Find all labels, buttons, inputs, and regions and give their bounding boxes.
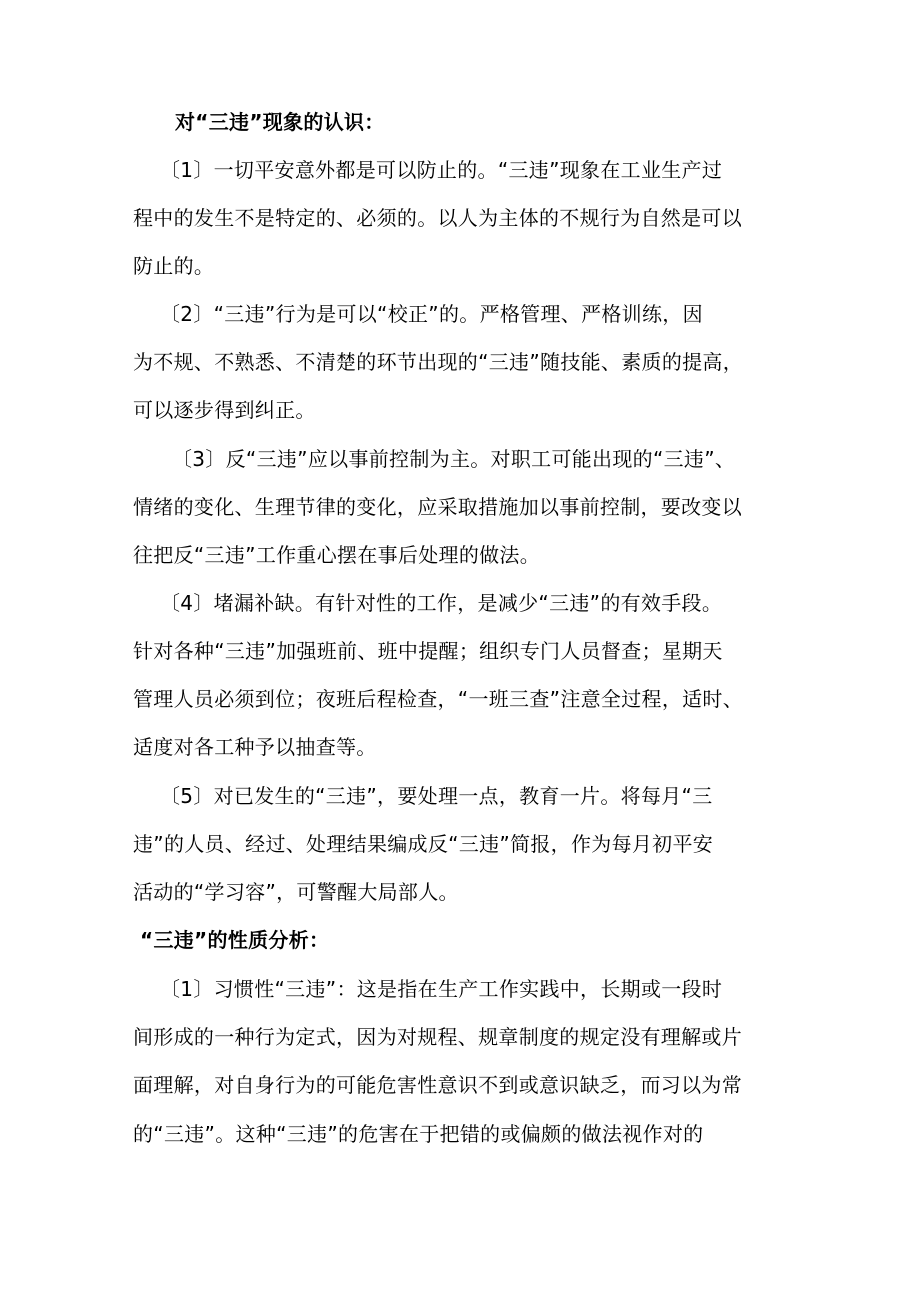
paragraph-4-line-3: 管理人员必须到位；夜班后程检查，“一班三查”注意全过程，适时、 [133, 687, 744, 711]
paragraph-6-line-4: 的“三违”。这种“三违”的危害在于把错的或偏颇的做法视作对的 [133, 1122, 704, 1146]
paragraph-3-line-3: 往把反“三违”工作重心摆在事后处理的做法。 [133, 543, 541, 567]
paragraph-2-line-3: 可以逐步得到纠正。 [133, 398, 316, 422]
heading-nature-analysis: “三违”的性质分析： [140, 928, 330, 952]
paragraph-3-line-1: 〔3〕反“三违”应以事前控制为主。对职工可能出现的“三违”、 [172, 447, 736, 471]
paragraph-5-line-3: 活动的“学习容”，可警醒大局部人。 [133, 880, 459, 904]
paragraph-1-line-2: 程中的发生不是特定的、必须的。以人为主体的不规行为自然是可以 [133, 206, 742, 230]
paragraph-5-line-2: 违”的人员、经过、处理结果编成反“三违”简报，作为每月初平安 [133, 832, 714, 856]
paragraph-4-line-4: 适度对各工种予以抽查等。 [133, 735, 377, 759]
paragraph-1-line-3: 防止的。 [133, 254, 215, 278]
paragraph-3-line-2: 情绪的变化、生理节律的变化，应采取措施加以事前控制，要改变以 [133, 495, 742, 519]
paragraph-2-line-1: 〔2〕“三违”行为是可以“校正”的。严格管理、严格训练，因 [160, 302, 703, 326]
paragraph-6-line-1: 〔1〕习惯性“三违”：这是指在生产工作实践中，长期或一段时 [160, 977, 723, 1001]
paragraph-4-line-2: 针对各种“三违”加强班前、班中提醒；组织专门人员督查；星期天 [133, 639, 723, 663]
paragraph-4-line-1: 〔4〕堵漏补缺。有针对性的工作，是减少“三违”的有效手段。 [160, 591, 723, 615]
paragraph-6-line-2: 间形成的一种行为定式，因为对规程、规章制度的规定没有理解或片 [133, 1025, 742, 1049]
heading-understanding: 对“三违”现象的认识： [175, 110, 385, 134]
paragraph-6-line-3: 面理解，对自身行为的可能危害性意识不到或意识缺乏，而习以为常 [133, 1073, 742, 1097]
paragraph-1-line-1: 〔1〕一切平安意外都是可以防止的。“三违”现象在工业生产过 [160, 158, 723, 182]
paragraph-5-line-1: 〔5〕对已发生的“三违”，要处理一点，教育一片。将每月“三 [160, 784, 713, 808]
paragraph-2-line-2: 为不规、不熟悉、不清楚的环节出现的“三违”随技能、素质的提高， [133, 350, 744, 374]
